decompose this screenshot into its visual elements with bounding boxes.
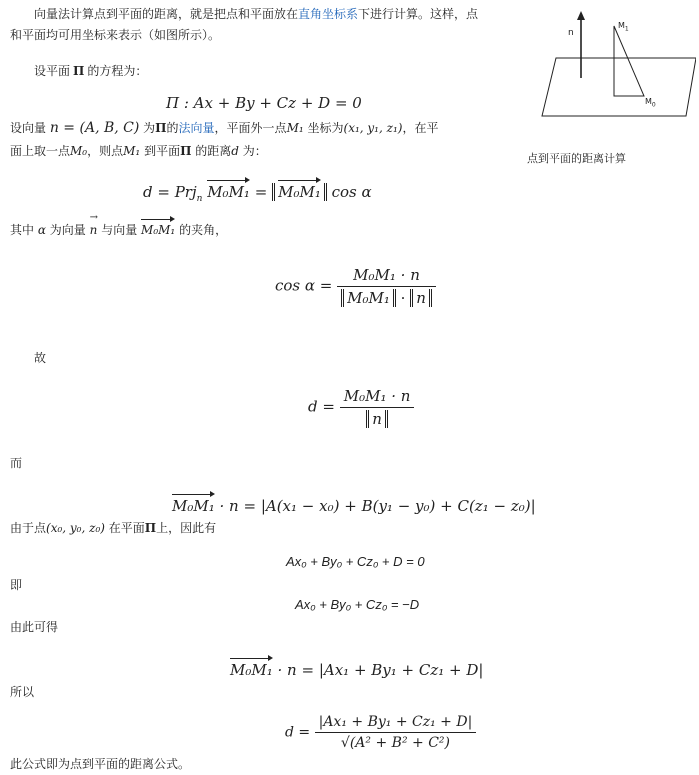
figure-caption: 点到平面的距离计算 bbox=[527, 152, 626, 165]
equation-b: Ax₀ + By₀ + Cz₀ = −D bbox=[295, 597, 420, 612]
equation-a: Ax₀ + By₀ + Cz₀ + D = 0 bbox=[286, 554, 425, 569]
plane-shape bbox=[542, 58, 696, 116]
word-so: 所以 bbox=[10, 685, 35, 699]
intro-text-a: 向量法计算点到平面的距离，就是把点和平面放在 bbox=[34, 7, 299, 21]
word-and: 而 bbox=[10, 456, 23, 470]
label-n: n bbox=[568, 28, 574, 38]
angle-definition: 其中 α 为向量 → n 与向量 M₀M₁ 的夹角， bbox=[10, 222, 227, 238]
cosine-equation: cos α = $\frac{\text{M₀M₁ · n}}{\text{M₀M₁ · n}}$ bbox=[275, 266, 436, 307]
point-on-plane-text: 由于点(x₀, y₀, z₀) 在平面Π上，因此有 bbox=[10, 521, 217, 535]
cartesian-coordinate-link[interactable]: 直角坐标系 bbox=[298, 7, 359, 21]
figure bbox=[536, 8, 696, 168]
word-hence: 由此可得 bbox=[10, 620, 59, 634]
word-therefore: 故 bbox=[34, 351, 47, 365]
plane-eq-intro: 设平面 Π 的方程为： bbox=[34, 64, 148, 78]
projection-equation: d = Prj$_n$ M₀M₁ = M₀M₁ cos α bbox=[143, 183, 372, 204]
normal-vector-line-2: 面上取一点M₀，则点M₁ 到平面Π 的距离d 为： bbox=[10, 144, 267, 158]
intro-line-2 bbox=[10, 27, 220, 43]
word-namely: 即 bbox=[10, 578, 23, 592]
plane-diagram bbox=[536, 8, 696, 123]
distance-equation-vector: d = $\frac{\text{M₀M₁ · n}}{n}$ bbox=[308, 387, 414, 428]
normal-vector-line-1: 设向量 n = (A, B, C) 为Π的法向量，平面外一点M₁ 坐标为(x₁, y₁, z₁)，在平 bbox=[10, 120, 439, 136]
final-distance-formula: d = $\frac{\text{|Ax₁ + By₁ + Cz₁ + D|}}{\text{√(A² + B² + C²)}}$ bbox=[285, 714, 476, 751]
normal-vector-link[interactable]: 法向量 bbox=[178, 121, 215, 135]
intro-line-1 bbox=[34, 6, 478, 22]
plane-equation: Π : Ax + By + Cz + D = 0 bbox=[166, 94, 362, 112]
label-m1: $M_1$ bbox=[618, 21, 629, 33]
equation-c: M₀M₁ · n = |Ax₁ + By₁ + Cz₁ + D| bbox=[230, 661, 484, 679]
normal-arrow-head bbox=[577, 11, 585, 20]
dot-product-expansion: M₀M₁ · n = |A(x₁ − x₀) + B(y₁ − y₀) + C(z₁ − z₀)| bbox=[172, 497, 536, 515]
intro-text-b: 下进行计算。这样，点 bbox=[358, 7, 479, 21]
label-m0: $M_0$ bbox=[645, 97, 656, 109]
intro-text-c: 和平面均可用坐标来表示（如图所示）。 bbox=[10, 28, 221, 42]
conclusion-text: 此公式即为点到平面的距离公式。 bbox=[10, 757, 191, 771]
